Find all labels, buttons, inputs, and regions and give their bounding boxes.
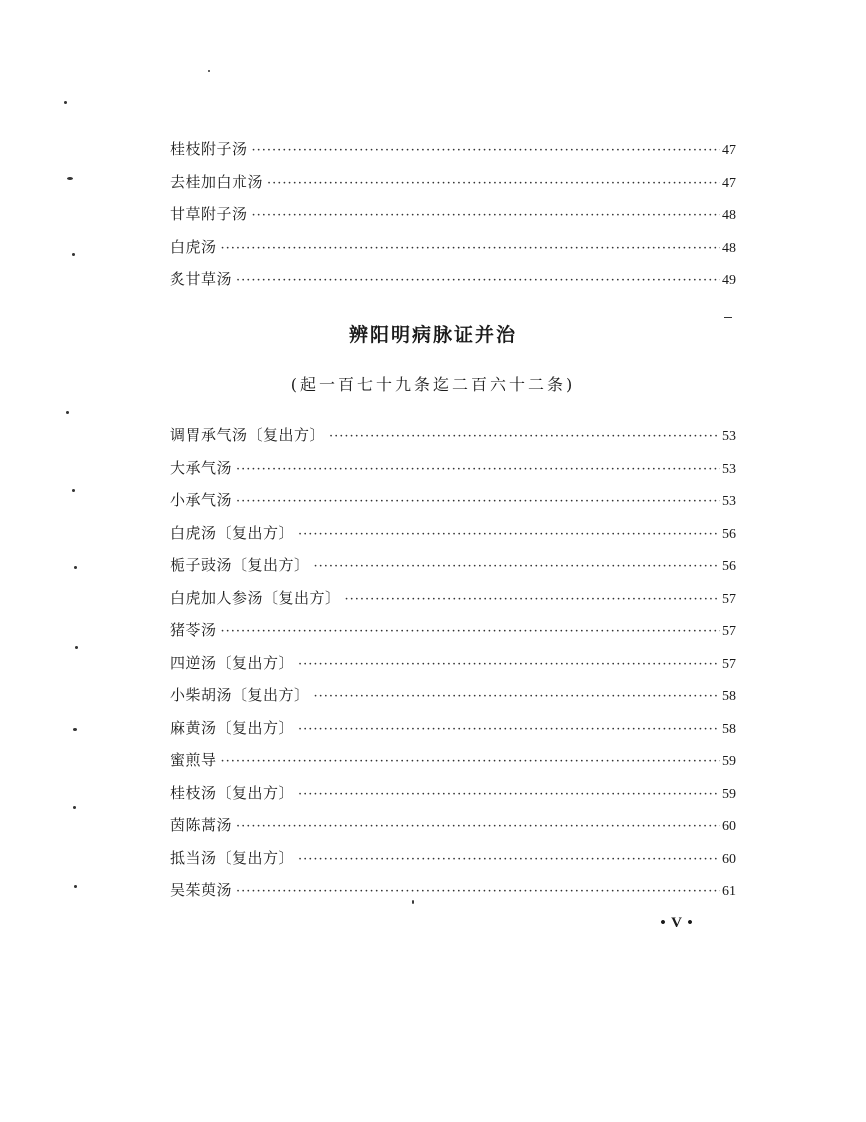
toc-entry-title: 白虎汤: [170, 237, 217, 256]
toc-leader-dots: [298, 519, 720, 552]
toc-leader-dots: [298, 779, 720, 812]
scan-speck: [66, 411, 69, 414]
toc-entry-page: 53: [722, 461, 736, 477]
toc-leader-dots: [236, 454, 720, 487]
toc-entry-title: 猪苓汤: [170, 621, 217, 639]
scan-speck: [412, 900, 414, 904]
toc-entry-page: 53: [722, 494, 736, 509]
toc-entry[interactable]: [170, 517, 736, 550]
toc-leader-dots: [314, 681, 720, 714]
toc-entry[interactable]: [170, 614, 736, 647]
toc-entry-title: 桂枝汤〔复出方〕: [170, 783, 295, 802]
toc-leader-dots: [267, 168, 720, 201]
toc-entry-page: 53: [722, 429, 736, 444]
toc-leader-dots: [221, 746, 720, 779]
toc-entry-page: 61: [722, 884, 736, 899]
toc-entry-title: 去桂加白朮汤: [170, 172, 264, 191]
toc-leader-dots: [236, 811, 720, 844]
toc-entry[interactable]: [170, 679, 736, 712]
scan-speck: [724, 317, 732, 318]
toc-entry[interactable]: [170, 166, 736, 199]
toc-entry-title: 小承气汤: [170, 491, 233, 509]
toc-entry-page: 59: [722, 786, 736, 802]
toc-entry[interactable]: [170, 777, 736, 810]
toc-leader-dots: [236, 265, 720, 298]
toc-group-2: [170, 419, 736, 907]
toc-entry-page: 57: [722, 624, 736, 639]
toc-entry[interactable]: [170, 549, 736, 582]
toc-entry[interactable]: [170, 198, 736, 231]
toc-leader-dots: [298, 844, 720, 877]
toc-entry[interactable]: [170, 133, 736, 166]
toc-entry-page: 57: [722, 591, 736, 607]
toc-group-1: [170, 133, 736, 296]
toc-entry-page: 58: [722, 689, 736, 704]
toc-leader-dots: [252, 135, 720, 168]
scan-speck: [75, 646, 78, 649]
toc-entry-title: 蜜煎导: [170, 751, 217, 769]
toc-entry-title: 桂枝附子汤: [170, 140, 248, 158]
page-folio: • V •: [660, 915, 694, 931]
section-heading: 辨阳明病脉证并治: [348, 324, 517, 346]
toc-entry[interactable]: [170, 744, 736, 777]
scan-speck: [73, 728, 77, 731]
toc-entry[interactable]: [170, 582, 736, 615]
toc-leader-dots: [298, 649, 720, 682]
toc-leader-dots: [329, 421, 720, 454]
toc-entry-page: 56: [722, 559, 736, 574]
toc-entry-page: 47: [722, 175, 736, 191]
toc-entry-page: 59: [722, 754, 736, 769]
toc-entry-title: 白虎汤〔复出方〕: [170, 523, 295, 542]
toc-entry[interactable]: [170, 874, 736, 907]
scan-speck: [72, 489, 75, 492]
toc-entry-page: 48: [722, 240, 736, 256]
scan-speck: [73, 806, 76, 809]
toc-leader-dots: [221, 616, 720, 649]
toc-leader-dots: [314, 551, 720, 584]
toc-entry-page: 49: [722, 273, 736, 288]
scan-speck: [74, 566, 77, 569]
scan-speck: [74, 885, 77, 888]
scan-speck: [208, 70, 210, 72]
toc-entry-page: 60: [722, 851, 736, 867]
toc-entry-title: 抵当汤〔复出方〕: [170, 848, 295, 867]
scan-speck: [72, 253, 75, 256]
toc-entry-page: 56: [722, 526, 736, 542]
toc-entry-title: 甘草附子汤: [170, 205, 248, 223]
toc-leader-dots: [221, 233, 720, 266]
toc-leader-dots: [345, 584, 720, 617]
toc-entry[interactable]: [170, 842, 736, 875]
toc-leader-dots: [252, 200, 720, 233]
section-subheading: (起一百七十九条迄二百六十二条): [290, 375, 576, 394]
toc-entry-title: 栀子豉汤〔复出方〕: [170, 556, 310, 574]
toc-leader-dots: [298, 714, 720, 747]
toc-entry[interactable]: [170, 809, 736, 842]
scan-speck: [67, 177, 73, 180]
toc-entry-page: 47: [722, 143, 736, 158]
toc-entry-page: 48: [722, 208, 736, 223]
toc-entry-title: 大承气汤: [170, 458, 233, 477]
toc-entry-title: 吴茱萸汤: [170, 881, 233, 899]
toc-entry[interactable]: [170, 452, 736, 485]
toc-leader-dots: [236, 486, 720, 519]
toc-entry[interactable]: [170, 231, 736, 264]
toc-leader-dots: [236, 876, 720, 909]
toc-entry-title: 小柴胡汤〔复出方〕: [170, 686, 310, 704]
toc-entry-title: 白虎加人参汤〔复出方〕: [170, 588, 341, 607]
toc-entry-page: 60: [722, 819, 736, 834]
toc-entry[interactable]: [170, 263, 736, 296]
toc-entry-title: 四逆汤〔复出方〕: [170, 653, 295, 672]
toc-entry-title: 调胃承气汤〔复出方〕: [170, 426, 326, 444]
toc-entry-title: 炙甘草汤: [170, 270, 233, 288]
toc-entry[interactable]: [170, 647, 736, 680]
toc-entry[interactable]: [170, 484, 736, 517]
toc-entry-title: 茵陈蒿汤: [170, 816, 233, 834]
toc-entry-page: 58: [722, 721, 736, 737]
toc-entry-title: 麻黄汤〔复出方〕: [170, 718, 295, 737]
toc-entry[interactable]: [170, 712, 736, 745]
toc-entry[interactable]: [170, 419, 736, 452]
scan-speck: [64, 101, 67, 104]
toc-entry-page: 57: [722, 656, 736, 672]
